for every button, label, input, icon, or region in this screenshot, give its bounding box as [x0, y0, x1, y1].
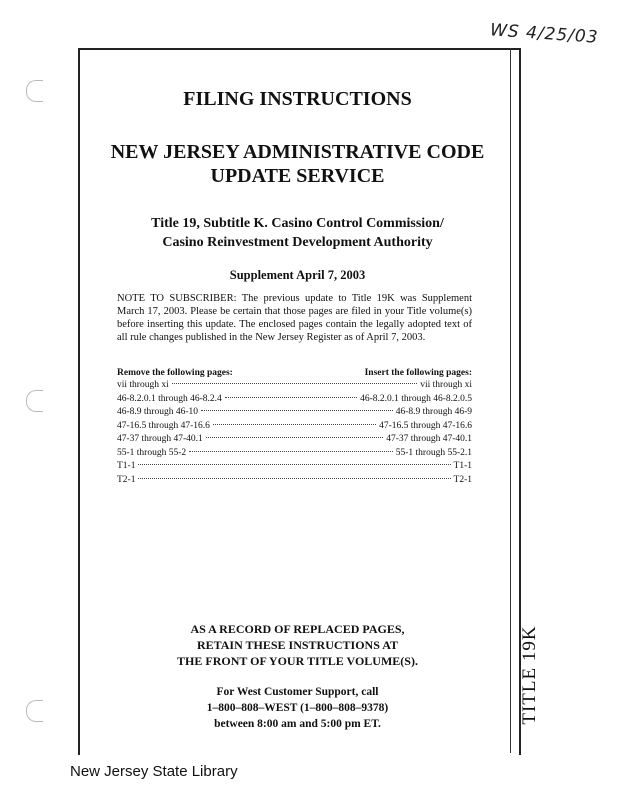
- punch-hole-mark: [26, 80, 43, 102]
- table-row: [117, 461, 472, 475]
- remove-pages-cell: 46-8.2.0.1 through 46-8.2.4: [117, 393, 222, 404]
- dot-leader: [206, 437, 383, 438]
- customer-support: [78, 684, 517, 732]
- remove-pages-cell: T1-1: [117, 461, 136, 471]
- table-row: [117, 380, 472, 394]
- supplement-date: Supplement April 7, 2003: [229, 268, 366, 282]
- handwritten-note: WS 4/25/03: [489, 20, 600, 48]
- subtitle-line: UPDATE SERVICE: [210, 165, 385, 187]
- document-title: FILING INSTRUCTIONS: [183, 88, 412, 110]
- support-line: For West Customer Support, call: [216, 686, 379, 698]
- table-row: [117, 407, 472, 421]
- remove-pages-cell: 47-37 through 47-40.1: [117, 434, 203, 444]
- dot-leader: [138, 464, 450, 465]
- table-row: [117, 394, 472, 408]
- remove-pages-cell: 47-16.5 through 47-16.6: [117, 420, 210, 431]
- tab-label: TITLE 19K: [519, 625, 540, 725]
- record-line: AS A RECORD OF REPLACED PAGES,: [190, 622, 405, 636]
- pages-table-header: [117, 368, 472, 378]
- punch-hole-mark: [26, 700, 43, 722]
- subscriber-note: NOTE TO SUBSCRIBER: The previous update to Title 19K was Supplement March 17, 2003. Please be certain that those pages are filed in your Title volume(s) before inserting this update. The enclosed pages contain the legally adopted text of all rule changes published in the New Jersey Register as of April 7, 2003.: [117, 293, 472, 343]
- insert-pages-cell: T2-1: [453, 474, 472, 485]
- support-line: 1–800–808–WEST (1–800–808–9378): [206, 702, 389, 714]
- dot-leader: [189, 451, 393, 452]
- title-block-line: Title 19, Subtitle K. Casino Control Commission/: [151, 216, 444, 231]
- dot-leader: [138, 478, 450, 479]
- dot-leader: [201, 410, 393, 411]
- support-line: between 8:00 am and 5:00 pm ET.: [214, 718, 381, 730]
- remove-pages-cell: 55-1 through 55-2: [117, 447, 187, 458]
- remove-pages-cell: T2-1: [117, 474, 136, 485]
- remove-header: Remove the following pages:: [117, 368, 233, 378]
- record-line: RETAIN THESE INSTRUCTIONS AT: [196, 638, 399, 652]
- record-line: THE FRONT OF YOUR TITLE VOLUME(S).: [177, 654, 418, 668]
- insert-pages-cell: T1-1: [453, 461, 472, 471]
- table-row: [117, 448, 472, 462]
- dot-leader: [225, 397, 357, 398]
- dot-leader: [172, 383, 418, 384]
- record-instructions: [78, 621, 517, 669]
- pages-table-rows: [117, 380, 472, 488]
- title-block: [78, 214, 517, 252]
- insert-header: Insert the following pages:: [364, 368, 472, 378]
- insert-pages-cell: 46-8.2.0.1 through 46-8.2.0.5: [360, 393, 472, 404]
- subtitle-line: NEW JERSEY ADMINISTRATIVE CODE: [110, 141, 485, 163]
- remove-pages-cell: 46-8.9 through 46-10: [117, 407, 199, 417]
- insert-pages-cell: vii through xi: [420, 380, 472, 390]
- dot-leader: [213, 424, 376, 425]
- library-stamp: New Jersey State Library: [70, 763, 238, 780]
- pages-table: [117, 368, 472, 488]
- title-block-line: Casino Reinvestment Development Authority: [162, 235, 433, 250]
- table-row: [117, 475, 472, 489]
- insert-pages-cell: 47-16.5 through 47-16.6: [379, 420, 472, 431]
- insert-pages-cell: 47-37 through 47-40.1: [386, 434, 472, 444]
- insert-pages-cell: 55-1 through 55-2.1: [395, 447, 472, 458]
- punch-hole-mark: [26, 390, 43, 412]
- table-row: [117, 434, 472, 448]
- document-subtitle: [78, 140, 517, 188]
- remove-pages-cell: vii through xi: [117, 380, 169, 390]
- table-row: [117, 421, 472, 435]
- insert-pages-cell: 46-8.9 through 46-9: [395, 407, 472, 417]
